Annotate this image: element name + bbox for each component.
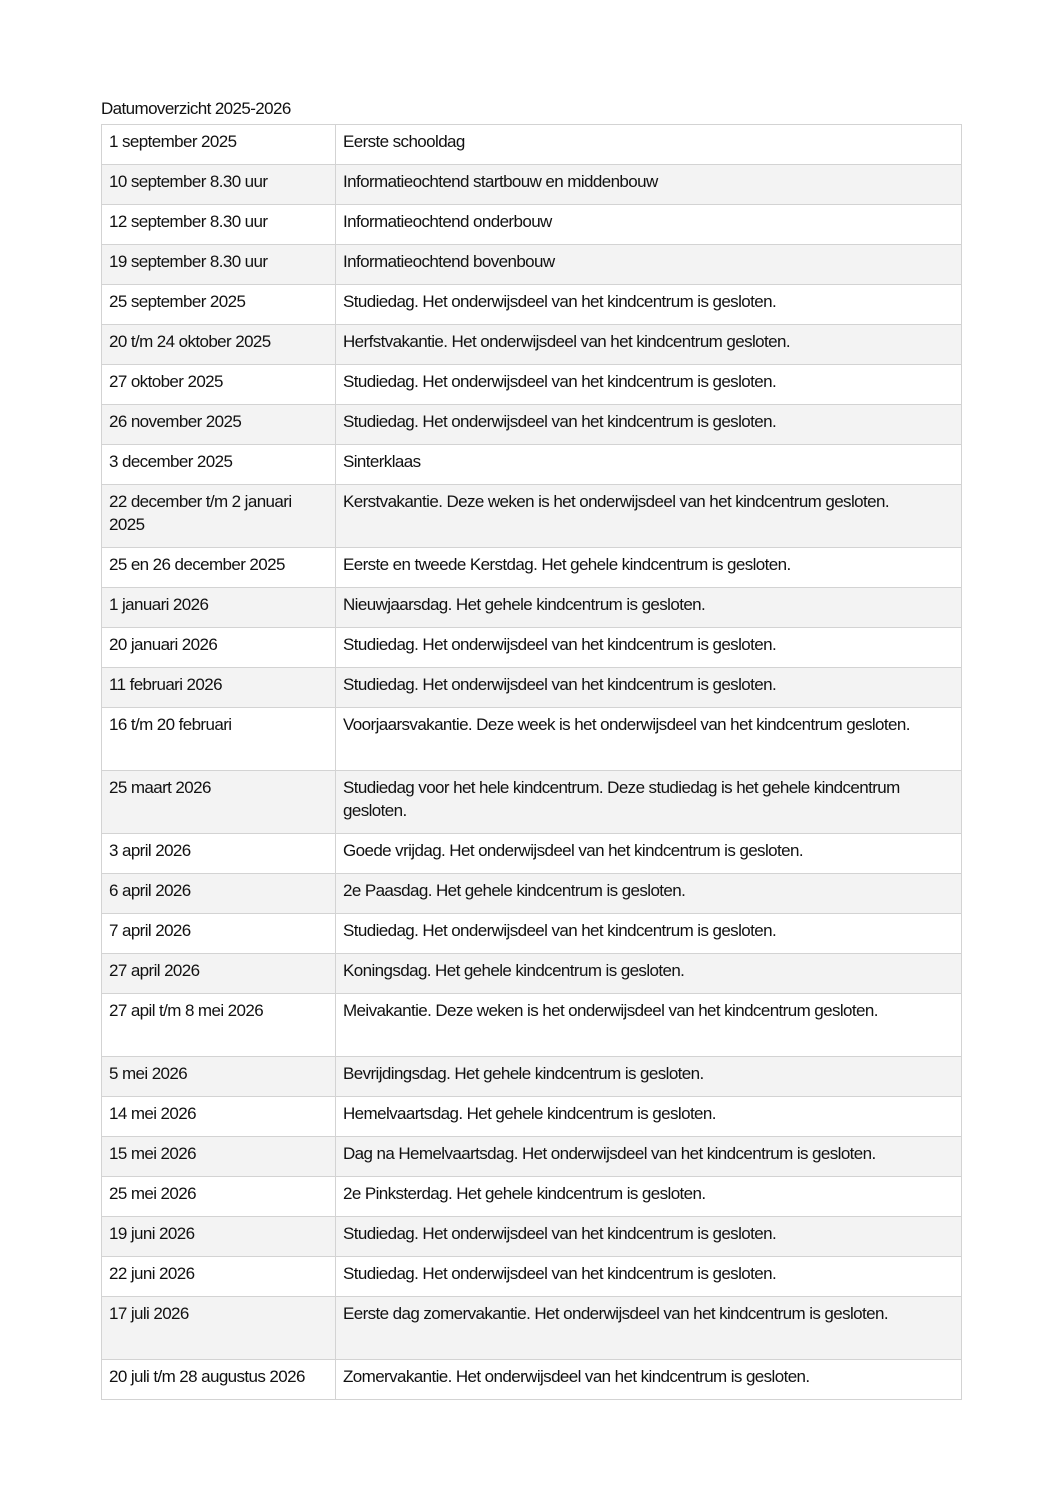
description-cell: Zomervakantie. Het onderwijsdeel van het kindcentrum is gesloten. [336,1360,962,1400]
table-row [102,245,962,285]
date-cell: 5 mei 2026 [102,1057,336,1097]
description-cell: Meivakantie. Deze weken is het onderwijsdeel van het kindcentrum gesloten. [336,994,962,1057]
table-row [102,771,962,834]
description-cell: 2e Paasdag. Het gehele kindcentrum is gesloten. [336,874,962,914]
description-cell: Studiedag. Het onderwijsdeel van het kindcentrum is gesloten. [336,1217,962,1257]
table-row [102,1257,962,1297]
description-cell: Sinterklaas [336,445,962,485]
date-cell: 17 juli 2026 [102,1297,336,1360]
date-cell: 20 t/m 24 oktober 2025 [102,325,336,365]
date-cell: 25 en 26 december 2025 [102,548,336,588]
date-cell: 27 apil t/m 8 mei 2026 [102,994,336,1057]
date-cell: 10 september 8.30 uur [102,165,336,205]
date-cell: 19 juni 2026 [102,1217,336,1257]
date-cell: 25 mei 2026 [102,1177,336,1217]
date-cell: 6 april 2026 [102,874,336,914]
table-row [102,1297,962,1360]
table-row [102,994,962,1057]
description-cell: Goede vrijdag. Het onderwijsdeel van het kindcentrum is gesloten. [336,834,962,874]
date-cell: 20 januari 2026 [102,628,336,668]
description-cell: Kerstvakantie. Deze weken is het onderwijsdeel van het kindcentrum gesloten. [336,485,962,548]
date-cell: 25 maart 2026 [102,771,336,834]
date-cell: 26 november 2025 [102,405,336,445]
date-cell: 14 mei 2026 [102,1097,336,1137]
description-cell: Eerste en tweede Kerstdag. Het gehele kindcentrum is gesloten. [336,548,962,588]
description-cell: Nieuwjaarsdag. Het gehele kindcentrum is gesloten. [336,588,962,628]
document-page [101,98,961,1400]
table-row [102,445,962,485]
table-row [102,1137,962,1177]
table-row [102,325,962,365]
table-row [102,285,962,325]
table-row [102,628,962,668]
table-row [102,165,962,205]
table-row [102,365,962,405]
table-row [102,874,962,914]
description-cell: Studiedag. Het onderwijsdeel van het kindcentrum is gesloten. [336,365,962,405]
table-row [102,588,962,628]
description-cell: Studiedag. Het onderwijsdeel van het kindcentrum is gesloten. [336,628,962,668]
date-cell: 11 februari 2026 [102,668,336,708]
description-cell: Voorjaarsvakantie. Deze week is het onderwijsdeel van het kindcentrum gesloten. [336,708,962,771]
date-cell: 15 mei 2026 [102,1137,336,1177]
table-row [102,405,962,445]
date-cell: 16 t/m 20 februari [102,708,336,771]
date-cell: 3 december 2025 [102,445,336,485]
description-cell: 2e Pinksterdag. Het gehele kindcentrum is gesloten. [336,1177,962,1217]
description-cell: Studiedag. Het onderwijsdeel van het kindcentrum is gesloten. [336,405,962,445]
description-cell: Bevrijdingsdag. Het gehele kindcentrum is gesloten. [336,1057,962,1097]
table-row [102,485,962,548]
page-title: Datumoverzicht 2025-2026 [101,99,291,118]
table-row [102,668,962,708]
table-row [102,1057,962,1097]
date-cell: 1 september 2025 [102,125,336,165]
description-cell: Studiedag. Het onderwijsdeel van het kindcentrum is gesloten. [336,668,962,708]
description-cell: Herfstvakantie. Het onderwijsdeel van het kindcentrum gesloten. [336,325,962,365]
description-cell: Dag na Hemelvaartsdag. Het onderwijsdeel van het kindcentrum is gesloten. [336,1137,962,1177]
table-row [102,708,962,771]
table-row [102,954,962,994]
description-cell: Koningsdag. Het gehele kindcentrum is gesloten. [336,954,962,994]
date-cell: 1 januari 2026 [102,588,336,628]
table-row [102,914,962,954]
table-row [102,1360,962,1400]
description-cell: Informatieochtend startbouw en middenbouw [336,165,962,205]
description-cell: Studiedag. Het onderwijsdeel van het kindcentrum is gesloten. [336,285,962,325]
date-cell: 3 april 2026 [102,834,336,874]
description-cell: Studiedag voor het hele kindcentrum. Deze studiedag is het gehele kindcentrum gesloten. [336,771,962,834]
description-cell: Eerste schooldag [336,125,962,165]
table-row [102,1217,962,1257]
date-cell: 27 oktober 2025 [102,365,336,405]
table-row [102,125,962,165]
table-row [102,548,962,588]
description-cell: Eerste dag zomervakantie. Het onderwijsdeel van het kindcentrum is gesloten. [336,1297,962,1360]
table-row [102,834,962,874]
description-cell: Studiedag. Het onderwijsdeel van het kindcentrum is gesloten. [336,1257,962,1297]
date-cell: 19 september 8.30 uur [102,245,336,285]
date-cell: 12 september 8.30 uur [102,205,336,245]
date-cell: 27 april 2026 [102,954,336,994]
date-cell: 20 juli t/m 28 augustus 2026 [102,1360,336,1400]
date-cell: 22 december t/m 2 januari 2025 [102,485,336,548]
description-cell: Informatieochtend bovenbouw [336,245,962,285]
date-cell: 25 september 2025 [102,285,336,325]
date-cell: 22 juni 2026 [102,1257,336,1297]
description-cell: Informatieochtend onderbouw [336,205,962,245]
table-row [102,1177,962,1217]
table-row [102,205,962,245]
date-overview-table [101,124,962,1400]
description-cell: Studiedag. Het onderwijsdeel van het kindcentrum is gesloten. [336,914,962,954]
table-row [102,1097,962,1137]
date-cell: 7 april 2026 [102,914,336,954]
description-cell: Hemelvaartsdag. Het gehele kindcentrum is gesloten. [336,1097,962,1137]
